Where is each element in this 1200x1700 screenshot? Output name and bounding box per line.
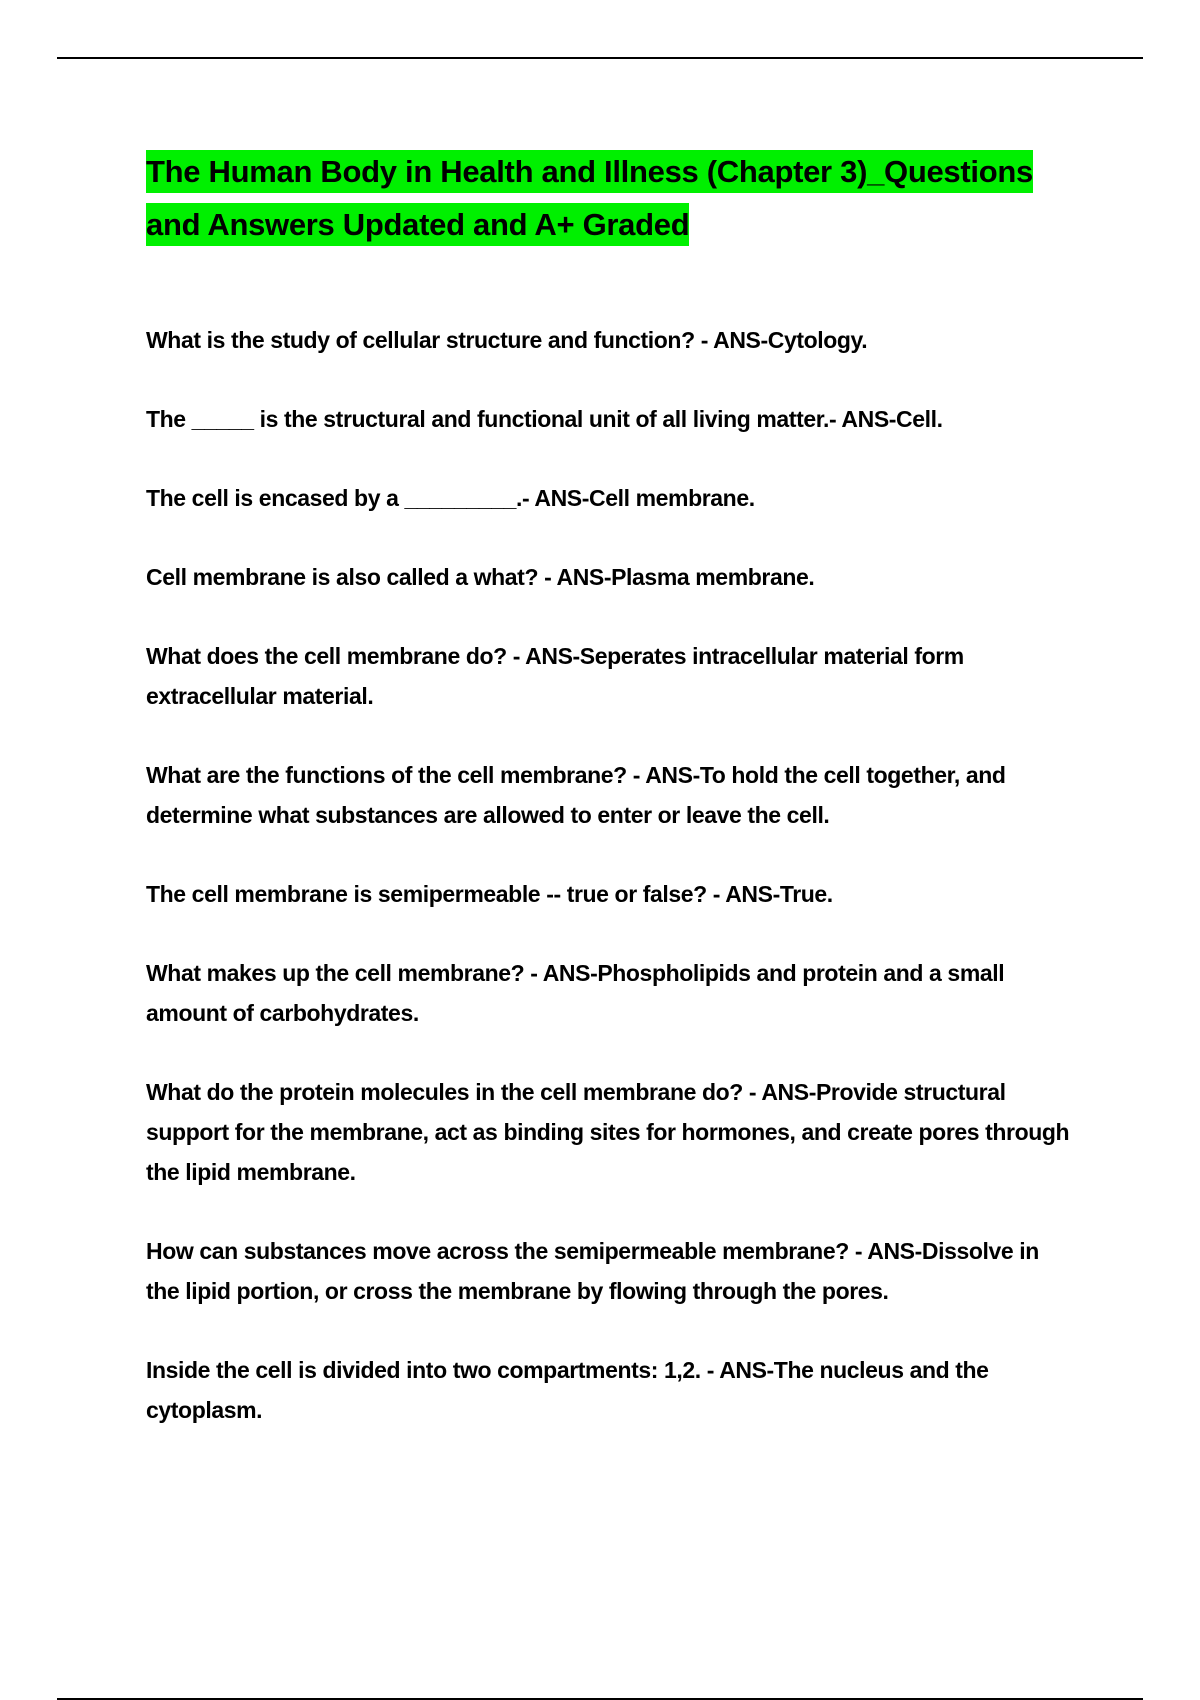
question-text: Inside the cell is divided into two compartments: 1,2. xyxy=(146,1357,701,1383)
qa-item xyxy=(146,478,1076,518)
qa-separator: - xyxy=(829,406,842,432)
answer-text: ANS-Cell. xyxy=(841,406,943,432)
question-text: The cell is encased by a _________. xyxy=(146,485,522,511)
answer-text: ANS-Cell membrane. xyxy=(534,485,755,511)
qa-item xyxy=(146,636,1076,716)
qa-separator: - xyxy=(694,327,714,353)
qa-item xyxy=(146,755,1076,835)
question-text: What does the cell membrane do? xyxy=(146,643,507,669)
qa-item xyxy=(146,399,1076,439)
qa-item xyxy=(146,1350,1076,1430)
document-title xyxy=(146,145,1076,251)
question-text: The _____ is the structural and functional unit of all living matter. xyxy=(146,406,829,432)
question-text: The cell membrane is semipermeable -- true or false? xyxy=(146,881,707,907)
qa-item xyxy=(146,1072,1076,1192)
qa-list xyxy=(146,320,1076,1430)
answer-text: ANS-Dissolve in the lipid portion, or cross the membrane by flowing through the pores. xyxy=(146,1238,1039,1304)
qa-separator: - xyxy=(706,881,726,907)
qa-item xyxy=(146,557,1076,597)
question-text: Cell membrane is also called a what? xyxy=(146,564,539,590)
qa-separator: - xyxy=(742,1079,762,1105)
qa-separator: - xyxy=(506,643,526,669)
qa-separator: - xyxy=(700,1357,720,1383)
answer-text: ANS-To hold the cell together, and determine what substances are allowed to enter or leave the cell. xyxy=(146,762,1006,828)
top-rule xyxy=(57,57,1143,59)
document-body xyxy=(146,145,1076,1469)
qa-separator: - xyxy=(521,485,535,511)
question-text: What do the protein molecules in the cell membrane do? xyxy=(146,1079,743,1105)
answer-text: ANS-Plasma membrane. xyxy=(556,564,815,590)
qa-item xyxy=(146,1231,1076,1311)
qa-item xyxy=(146,320,1076,360)
answer-text: ANS-The nucleus and the cytoplasm. xyxy=(146,1357,989,1423)
qa-separator: - xyxy=(626,762,646,788)
question-text: What makes up the cell membrane? xyxy=(146,960,525,986)
qa-separator: - xyxy=(524,960,543,986)
answer-text: ANS-Phospholipids and protein and a small amount of carbohydrates. xyxy=(146,960,1005,1026)
qa-separator: - xyxy=(538,564,557,590)
answer-text: ANS-Provide structural support for the membrane, act as binding sites for hormones, and create pores through the lipid membrane. xyxy=(146,1079,1070,1185)
title-highlight: The Human Body in Health and Illness (Chapter 3)_Questions and Answers Updated and A+ Graded xyxy=(146,150,1033,246)
qa-item xyxy=(146,953,1076,1033)
qa-item xyxy=(146,874,1076,914)
qa-separator: - xyxy=(848,1238,868,1264)
question-text: How can substances move across the semipermeable membrane? xyxy=(146,1238,849,1264)
question-text: What are the functions of the cell membrane? xyxy=(146,762,627,788)
answer-text: ANS-True. xyxy=(725,881,833,907)
answer-text: ANS-Seperates intracellular material form extracellular material. xyxy=(146,643,964,709)
question-text: What is the study of cellular structure and function? xyxy=(146,327,695,353)
answer-text: ANS-Cytology. xyxy=(713,327,868,353)
